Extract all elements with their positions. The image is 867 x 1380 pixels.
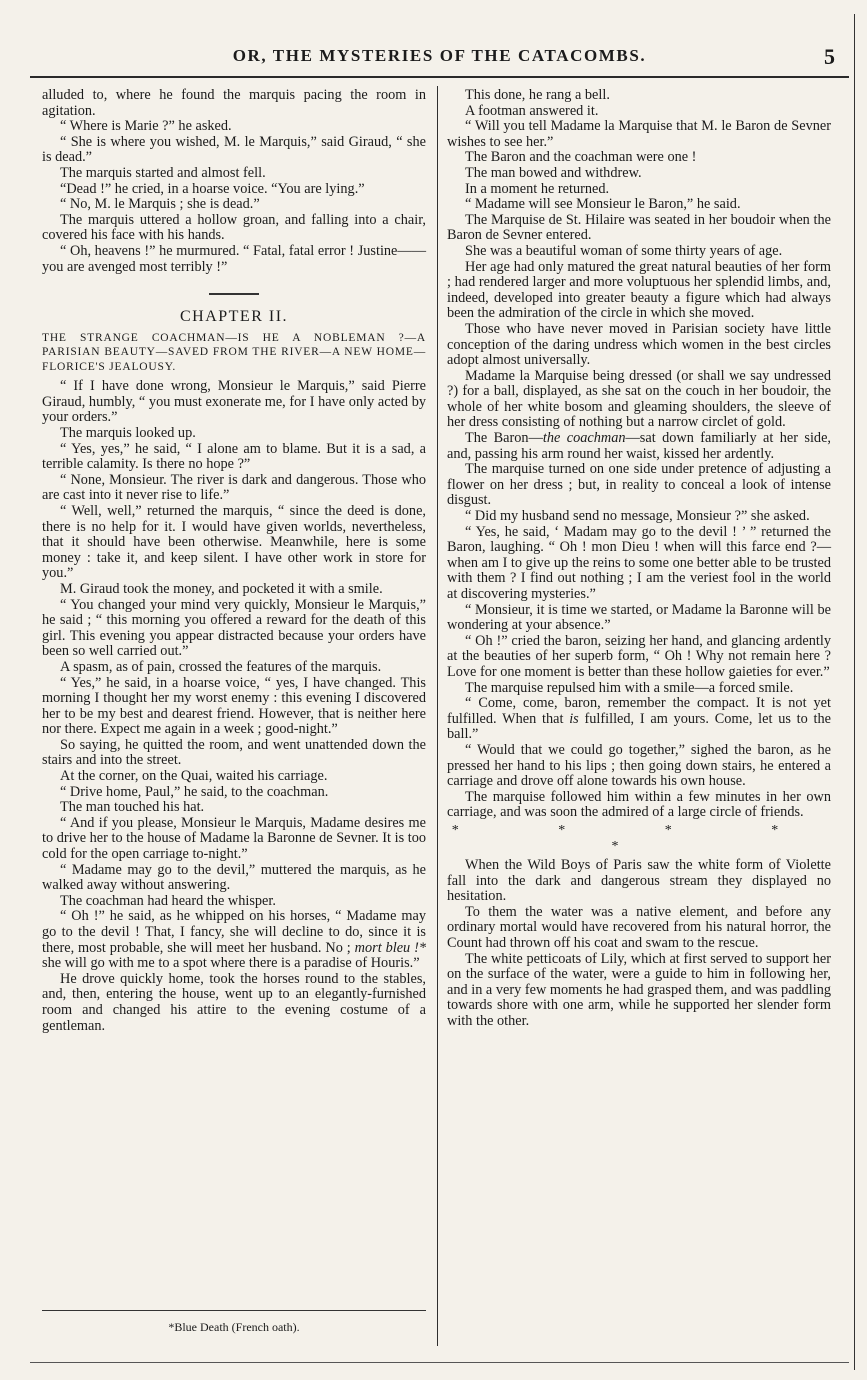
paragraph: “ She is where you wished, M. le Marquis,” said Giraud, “ she is dead.” xyxy=(42,133,426,166)
paragraph: “ Drive home, Paul,” he said, to the coachman. xyxy=(60,783,329,800)
paragraph xyxy=(447,431,831,462)
paragraph: “ And if you please, Monsieur le Marquis, Madame desires me to drive her to the house of Madame la Baronne de Sevner. It is too cold for the open carriage to-night.” xyxy=(42,814,426,863)
paragraph: The Marquise de St. Hilaire was seated in her boudoir when the Baron de Sevner entered. xyxy=(447,211,831,244)
paragraph: The man bowed and withdrew. xyxy=(465,164,642,181)
paragraph: When the Wild Boys of Paris saw the white form of Violette fall into the dark and dangerous stream they displayed no hesitation. xyxy=(447,857,831,905)
chapter-divider-rule xyxy=(209,293,259,295)
paragraph: The marquise turned on one side under pretence of adjusting a flower on her dress ; but, in reality to conceal a look of intense disgust. xyxy=(447,461,831,509)
paragraph: “ Well, well,” returned the marquis, “ since the deed is done, there is no help for it. I would have given worlds, nevertheless, that it should have been otherwise. Meanwhile, here is some money : take it, and keep silent. I have other work in store for you.” xyxy=(42,502,426,582)
paragraph: To them the water was a native element, and before any ordinary mortal would have recovered from his natural horror, the Count had thrown off his coat and swam to the rescue. xyxy=(447,903,831,952)
paragraph: “ Yes,” he said, in a hoarse voice, “ yes, I have changed. This morning I thought her my worst enemy : this evening I discovered her to be my best and dearest friend. However, that is neither here nor there. Expect me again in a week ; good-night.” xyxy=(42,674,426,738)
paragraph: Her age had only matured the great natural beauties of her form ; had rendered larger and more voluptuous her splendid limbs, and, indeed, developed into greater beauty a figure which had always been the admiration of the circle in which she moved. xyxy=(447,258,831,322)
text-run: “ Oh !” he said, as he whipped on his horses, “ Madame may go to the devil ! That, I fancy, she will decline to do, since it is there, most probable, she will meet her husband. No ; xyxy=(42,908,426,956)
text-run: she will go with me to a spot where there is a paradise of Houris.” xyxy=(42,955,420,972)
paragraph: The marquise repulsed him with a smile—a forced smile. xyxy=(465,679,794,696)
paragraph: “ Yes, he said, ‘ Madam may go to the devil ! ’ ” returned the Baron, laughing. “ Oh ! mon Dieu ! when will this farce end ?—when am I to give up the reins to some one better able to be trusted with them ? I find out nothing ; I am the veriest fool in the world at discovering mysteries.” xyxy=(447,523,831,602)
paragraph: The white petticoats of Lily, which at first served to support her on the surface of the water, were a guide to him in following her, and in a very few moments he had grasped them, and was paddling towards shore with one arm, while he supported her slender form with the other. xyxy=(447,950,831,1030)
paragraph: Those who have never moved in Parisian society have little conception of the daring undress which women in the best circles adopt almost universally. xyxy=(447,320,831,369)
paragraph: The marquis looked up. xyxy=(60,425,196,441)
paragraph: “ Monsieur, it is time we started, or Madame la Baronne will be wondering at your absence.” xyxy=(447,601,831,634)
paragraph: At the corner, on the Quai, waited his carriage. xyxy=(60,768,328,785)
paragraph: The coachman had heard the whisper. xyxy=(60,892,276,909)
paragraph: “Dead !” he cried, in a hoarse voice. “You are lying.” xyxy=(60,180,365,197)
left-column xyxy=(42,88,426,1034)
page-number: 5 xyxy=(824,44,835,69)
paragraph: alluded to, where he found the marquis pacing the room in agitation. xyxy=(42,87,426,119)
paragraph: A footman answered it. xyxy=(465,102,599,119)
paragraph: The Baron and the coachman were one ! xyxy=(465,149,697,166)
running-title: OR, THE MYSTERIES OF THE CATACOMBS. xyxy=(232,46,647,65)
paragraph: In a moment he returned. xyxy=(465,180,610,197)
text-run: fulfilled, I am yours. Come, let us to the ball.” xyxy=(447,710,832,743)
paragraph: “ You changed your mind very quickly, Monsieur le Marquis,” he said ; “ this morning you offered a reward for the death of this girl. This evening you appear distracted because your orders have been so well carried out.” xyxy=(42,596,426,660)
italic-text: the coachman xyxy=(542,430,626,447)
paragraph: “ Oh !” cried the baron, seizing her hand, and glancing ardently at the beauties of her superb form, “ Oh ! Why not remain here ? Love for one moment is better than these hollow gaieties for ever.” xyxy=(447,632,831,680)
paragraph: “ If I have done wrong, Monsieur le Marquis,” said Pierre Giraud, humbly, “ you must exonerate me, for I have only acted by your orders.” xyxy=(42,378,426,426)
paragraph: “ Did my husband send no message, Monsieur ?” she asked. xyxy=(465,508,810,525)
column-divider xyxy=(437,86,438,1346)
paragraph: M. Giraud took the money, and pocketed it with a smile. xyxy=(60,580,383,597)
chapter-synopsis: THE STRANGE COACHMAN—IS HE A NOBLEMAN ?—A PARISIAN BEAUTY—SAVED FROM THE RIVER—A NEW HOME—FLORICE'S JEALOUSY. xyxy=(42,331,426,373)
right-column xyxy=(447,88,831,1030)
italic-oath: mort bleu !* xyxy=(354,939,427,956)
paragraph: “ Madame may go to the devil,” muttered the marquis, as he walked away without answering. xyxy=(42,861,426,894)
text-run: “ Come, come, baron, remember the compact. It is not yet fulfilled. When that xyxy=(447,695,831,727)
paragraph: The marquise followed him within a few minutes in her own carriage, and was soon the admired of a large circle of friends. xyxy=(447,788,831,821)
paragraph: “ Will you tell Madame la Marquise that M. le Baron de Sevner wishes to see her.” xyxy=(447,118,831,150)
paragraph: “ No, M. le Marquis ; she is dead.” xyxy=(60,196,260,213)
paragraph: This done, he rang a bell. xyxy=(465,87,610,103)
footnote: *Blue Death (French oath). xyxy=(168,1320,300,1334)
paragraph: “ Madame will see Monsieur le Baron,” he said. xyxy=(465,196,741,213)
paragraph: Madame la Marquise being dressed (or shall we say undressed ?) for a ball, displayed, as she sat on the couch in her boudoir, the whole of her white bosom and gleaming shoulders, the sleeve of her dress consisting of nothing but a narrow circlet of gold. xyxy=(447,367,831,431)
paragraph: He drove quickly home, took the horses round to the stables, and, then, entering the house, went up to an elegantly-furnished room and changed his attire to the evening costume of a gentleman. xyxy=(42,970,426,1034)
paragraph: “ Oh, heavens !” he murmured. “ Fatal, fatal error ! Justine——you are avenged most terribly !” xyxy=(42,242,426,275)
paragraph: The man touched his hat. xyxy=(60,799,205,816)
bottom-rule xyxy=(30,1362,849,1363)
paragraph: So saying, he quitted the room, and went unattended down the stairs and into the street. xyxy=(42,736,426,769)
paragraph: “ Where is Marie ?” he asked. xyxy=(60,118,232,135)
text-run: —sat down familiarly at her side, and, passing his arm round her waist, kissed her ardently. xyxy=(447,430,831,462)
paragraph: The marquis started and almost fell. xyxy=(60,164,266,181)
paragraph: “ Yes, yes,” he said, “ I alone am to blame. But it is a sad, a terrible calamity. Is there no hope ?” xyxy=(42,440,426,473)
paragraph: A spasm, as of pain, crossed the features of the marquis. xyxy=(60,658,382,675)
italic-text: is xyxy=(569,710,579,727)
paragraph: She was a beautiful woman of some thirty years of age. xyxy=(465,242,783,259)
paragraph xyxy=(447,696,831,743)
page-header xyxy=(30,44,849,78)
section-break-stars: * * * * * xyxy=(451,822,827,854)
paragraph: “ Would that we could go together,” sighed the baron, as he pressed her hand to his lips ; then going down stairs, he entered a carriage and drove off alone towards his own house. xyxy=(447,741,831,790)
footnote-rule xyxy=(42,1310,426,1311)
paragraph: The marquis uttered a hollow groan, and falling into a chair, covered his face with his hands. xyxy=(42,211,426,244)
paragraph: “ None, Monsieur. The river is dark and dangerous. Those who are cast into it never rise to life.” xyxy=(42,471,426,504)
chapter-title: CHAPTER II. xyxy=(179,308,289,326)
text-run: The Baron— xyxy=(465,430,543,447)
paragraph xyxy=(42,909,426,971)
right-margin-rule xyxy=(854,14,855,1370)
